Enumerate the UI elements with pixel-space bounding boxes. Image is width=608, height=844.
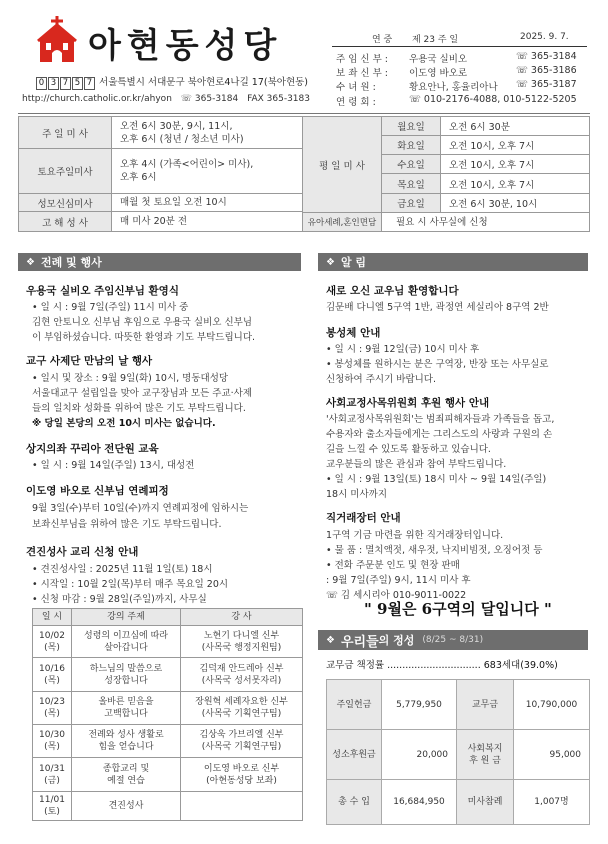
notice-item-line: • 전화 주문분 인도 및 현장 판매 [326, 560, 460, 571]
liturgy-item-line: • 일시 및 장소 : 9월 9일(화) 10시, 명동대성당 [32, 373, 229, 384]
sunday-mass-label: 주 일 미 사 [18, 116, 112, 149]
zip-digit: 5 [72, 77, 83, 90]
weekday-day: 화요일 [381, 135, 441, 155]
liturgy-item-line: 김현 안토니오 신부님 후임으로 우용국 실비오 신부님 [32, 317, 253, 328]
table-row: 총 수 입 16,684,950 미사참례 1,007명 [327, 780, 590, 825]
notice-item-line: • 일 시 : 9월 13일(토) 18시 미사 ~ 9월 14일(주일) [326, 474, 547, 485]
church-logo-icon [36, 16, 78, 62]
notice-item-line: • 일 시 : 9월 12일(금) 10시 미사 후 [326, 344, 480, 355]
column-header: 일 시 [33, 609, 72, 626]
table-row: 성소후원금 20,000 사회복지 후 원 금 95,000 [327, 730, 590, 780]
notice-item-line: • 봉성체를 원하시는 분은 구역장, 반장 또는 사무실로 [326, 359, 549, 370]
liturgy-item-line: 9월 3일(수)부터 10일(수)까지 연례피정에 임하시는 [32, 503, 249, 514]
infant-baptism-info: 필요 시 사무실에 신청 [381, 212, 590, 232]
notice-header: ❖ 알 림 [318, 253, 588, 271]
issue-date: 2025. 9. 7. [520, 32, 569, 42]
liturgy-item-line: • 신청 마감 : 9월 28일(주일)까지, 사무실 [32, 594, 207, 605]
notice-item-line: '사회교정사목위원회'는 범죄피해자들과 가족들을 돕고, [326, 414, 555, 425]
website-link[interactable]: http://church.catholic.or.kr/ahyon [22, 94, 172, 104]
notice-item-title: 직거래장터 안내 [326, 512, 401, 524]
liturgy-header: ❖ 전례 및 행사 [18, 253, 301, 271]
weekday-time: 오전 6시 30분 [440, 116, 590, 136]
notice-item-line: 수용자와 출소자들에게는 그리스도의 사랑과 구원의 손 [326, 429, 553, 440]
table-row: 10/16 (목) 하느님의 말씀으로 성장합니다 김덕재 안드레아 신부 (사목국 성서못자리) [33, 658, 303, 692]
liturgy-item-title: 우용국 실비오 주임신부님 환영식 [26, 285, 179, 297]
table-row: 10/23 (목) 올바른 믿음을 고백합니다 장원혁 세례자요한 신부 (사목국 기획연구팀) [33, 692, 303, 725]
weekday-day: 금요일 [381, 193, 441, 213]
notice-item-title: 새로 오신 교우님 환영합니다 [326, 285, 459, 297]
notice-item-title: 봉성체 안내 [326, 327, 381, 339]
diamond-icon: ❖ [26, 256, 35, 268]
table-row: 10/30 (목) 전례와 성사 생활로 힘을 얻습니다 김상욱 가브리엘 신부 (사목국 기획연구팀) [33, 725, 303, 758]
divider [18, 113, 590, 114]
weekday-time: 오전 6시 30분, 10시 [440, 193, 590, 213]
offering-header: ❖ 우리들 의 정성 (8/25 ~ 8/31) [318, 630, 588, 650]
notice-item-line: : 9월 7일(주일) 9시, 11시 미사 후 [326, 575, 471, 586]
sunday-number: 제 23 주 일 [412, 35, 459, 45]
month-slogan: " 9월은 6구역의 달입니다 " [364, 600, 552, 618]
liturgy-item-line: • 견진성사일 : 2025년 11월 1일(토) 18시 [32, 564, 213, 575]
zip-digit: 7 [60, 77, 71, 90]
table-row: 10/31 (금) 종합교리 및 예절 연습 이도영 바오로 신부 (아현동성당 보좌) [33, 758, 303, 792]
heart-mass-label: 성모신심미사 [18, 193, 112, 212]
weekday-day: 수요일 [381, 154, 441, 174]
tel-text: ☏ 365-3184 [180, 94, 239, 104]
infant-baptism-label: 유아세례,혼인면담 [302, 212, 382, 232]
liturgy-item-title: 교구 사제단 만남의 날 행사 [26, 355, 153, 367]
offering-table [326, 679, 590, 825]
notice-item-title: 사회교정사목위원회 후원 행사 안내 [326, 397, 490, 409]
address-line [36, 74, 308, 90]
sunday-mass-times: 오전 6시 30분, 9시, 11시, 오후 6시 (청년 / 청소년 미사) [111, 116, 303, 149]
confession-label: 고 해 성 사 [18, 211, 112, 232]
zip-digit: 3 [48, 77, 59, 90]
saturday-mass-label: 토요주일미사 [18, 148, 112, 194]
fax-text: FAX 365-3183 [247, 94, 310, 104]
liturgy-item-line: 들의 일치와 성화를 위하여 많은 기도 부탁드립니다. [32, 403, 246, 414]
notice-item-line: 교우분들의 많은 관심과 참여 부탁드립니다. [326, 459, 507, 470]
weekday-day: 목요일 [381, 173, 441, 194]
liturgy-item-title: 이도영 바오로 신부님 연례피정 [26, 485, 169, 497]
weekday-time: 오전 10시, 오후 7시 [440, 154, 590, 174]
liturgy-item-line: 보좌신부님을 위하여 많은 기도 부탁드립니다. [32, 519, 222, 530]
notice-item-line: 1구역 기금 마련을 위한 직거래장터입니다. [326, 530, 504, 541]
contact-line [22, 94, 310, 104]
notice-item-line: 신청하여 주시기 바랍니다. [326, 374, 437, 385]
table-row: 10/02 (목) 성령의 이끄심에 따라 살아갑니다 노현기 다니엘 신부 (사목국 행정지원팀) [33, 626, 303, 658]
parish-title: 아현동성당 [88, 26, 283, 66]
liturgy-item-line: • 일 시 : 9월 14일(주일) 13시, 대성전 [32, 460, 195, 471]
divider [332, 46, 587, 47]
liturgy-item-line: 서울대교구 설립일을 맞아 교구장님과 모든 주교·사제 [32, 388, 253, 399]
diamond-icon: ❖ [326, 634, 335, 646]
liturgy-item-line: • 일 시 : 9월 7일(주일) 11시 미사 중 [32, 302, 189, 313]
notice-item-line: 18시 미사까지 [326, 489, 387, 500]
household-rate: 교무금 책정률 ............................... 683세대(39.0%) [326, 660, 558, 671]
weekday-day: 월요일 [381, 116, 441, 136]
weekday-time: 오전 10시, 오후 7시 [440, 135, 590, 155]
table-row: 11/01 (토) 견진성사 [33, 792, 303, 821]
notice-item-line: • 물 품 : 멸치액젓, 새우젓, 낙지비빔젓, 오징어젓 등 [326, 545, 543, 556]
season-label: 연 중 [372, 35, 393, 45]
weekday-mass-label: 평 일 미 사 [302, 116, 382, 213]
saturday-mass-times: 오후 4시 (가족<어린이> 미사), 오후 6시 [111, 148, 303, 194]
liturgy-item-line: 이 부임하셨습니다. 따뜻한 환영과 기도 부탁드립니다. [32, 332, 256, 343]
address-text: 서울특별시 서대문구 북아현로4나길 17(북아현동) [99, 77, 308, 88]
confession-time: 매 미사 20분 전 [111, 211, 303, 232]
zip-digit: 0 [36, 77, 47, 90]
confirmation-lecture-table [32, 608, 303, 821]
column-header: 강의 주제 [72, 609, 181, 626]
liturgy-item-title: 상지의좌 꾸리아 전단원 교육 [26, 443, 159, 455]
notice-item-line: ☏ 김 세시리아 010-9011-0022 [326, 590, 467, 601]
notice-item-line: 길을 느낄 수 있도록 활동하고 있습니다. [326, 444, 491, 455]
zip-digit: 7 [84, 77, 95, 90]
weekday-time: 오전 10시, 오후 7시 [440, 173, 590, 194]
liturgy-item-line: ※ 당일 본당의 오전 10시 미사는 없습니다. [32, 418, 216, 429]
column-header: 강 사 [181, 609, 303, 626]
table-row: 주일헌금 5,779,950 교무금 10,790,000 [327, 680, 590, 730]
heart-mass-time: 매월 첫 토요일 오전 10시 [111, 193, 303, 212]
notice-item-line: 김문배 다니엘 5구역 1반, 곽정연 세실리아 8구역 2반 [326, 302, 549, 313]
liturgy-item-title: 견진성사 교리 신청 안내 [26, 546, 139, 558]
liturgy-item-line: • 시작일 : 10월 2일(목)부터 매주 목요일 20시 [32, 579, 229, 590]
diamond-icon: ❖ [326, 256, 335, 268]
